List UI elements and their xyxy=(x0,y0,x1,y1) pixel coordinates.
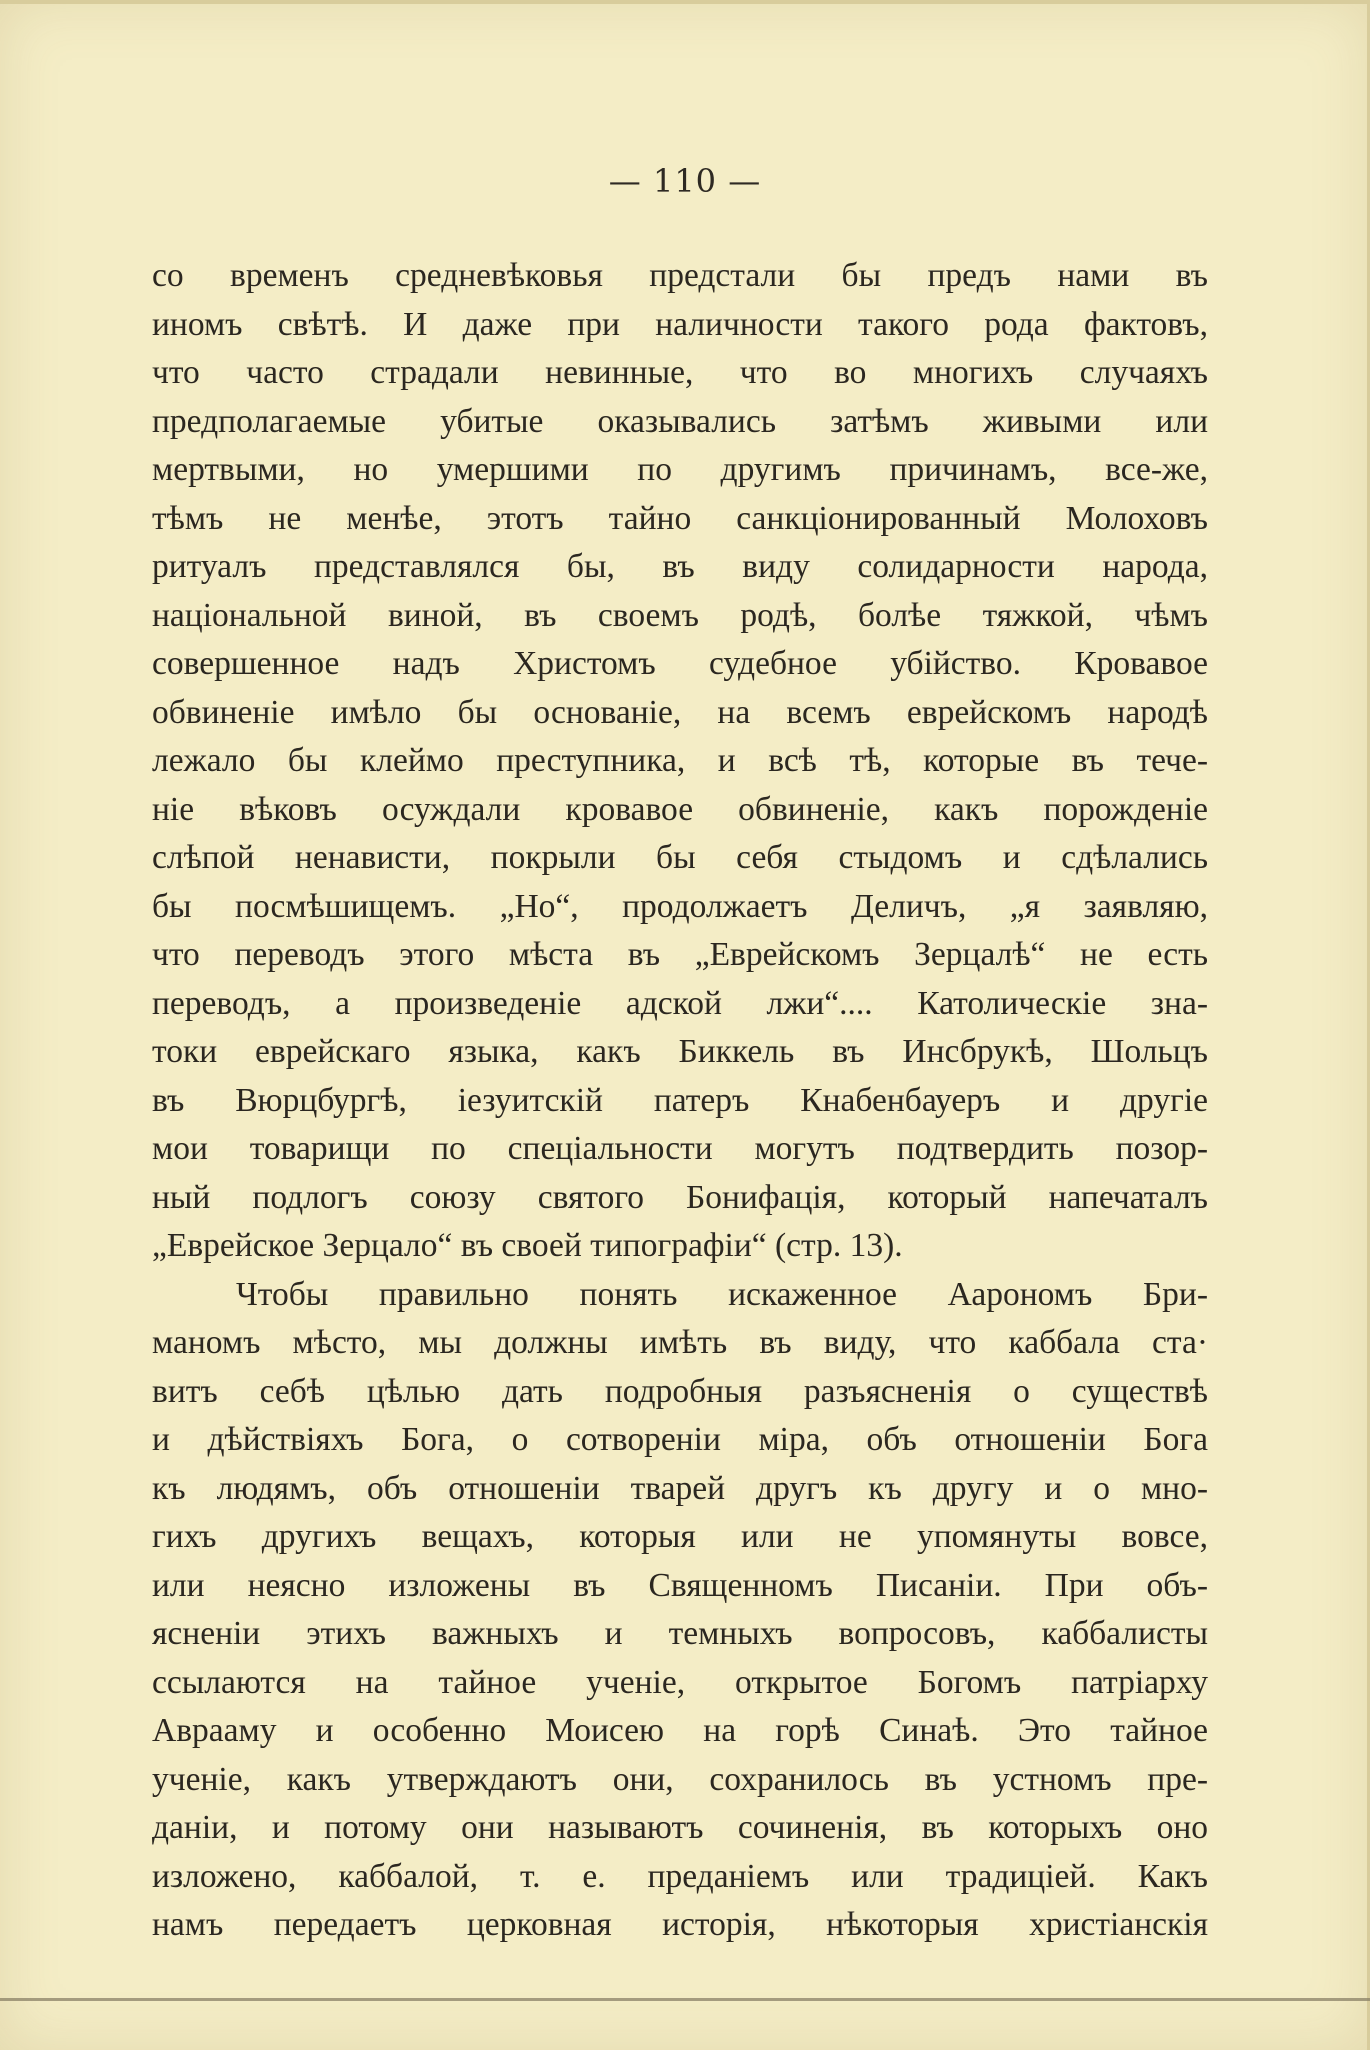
text-line: что часто страдали невинные, что во многихъ случаяхъ xyxy=(152,354,1208,391)
text-line: ритуалъ представлялся бы, въ виду солидарности народа, xyxy=(152,548,1208,585)
text-line: токи еврейскаго языка, какъ Биккель въ Инсбрукѣ, Шольцъ xyxy=(152,1033,1208,1070)
text-line: ученіе, какъ утверждаютъ они, сохранилось въ устномъ пре- xyxy=(152,1760,1208,1798)
text-line: „Еврейское Зерцало“ въ своей типографіи“ (стр. 13). xyxy=(152,1227,903,1264)
text-line: національной виной, въ своемъ родѣ, болѣе тяжкой, чѣмъ xyxy=(152,596,1208,634)
text-line: и дѣйствіяхъ Бога, о сотвореніи міра, объ отношеніи Бога xyxy=(152,1421,1208,1458)
text-line: Аврааму и особенно Моисею на горѣ Синаѣ. Это тайное xyxy=(152,1712,1208,1749)
text-line: со временъ средневѣковья предстали бы предъ нами въ xyxy=(152,257,1208,294)
text-line: изложено, каббалой, т. е. преданіемъ или традиціей. Какъ xyxy=(152,1857,1208,1895)
text-line: совершенное надъ Христомъ судебное убійство. Кровавое xyxy=(152,645,1208,682)
text-line: ніе вѣковъ осуждали кровавое обвиненіе, какъ порожденіе xyxy=(152,790,1208,828)
text-line: намъ передаетъ церковная исторія, нѣкоторыя христіанскія xyxy=(152,1906,1208,1943)
text-line: маномъ мѣсто, мы должны имѣть въ виду, что каббала ста· xyxy=(152,1324,1208,1361)
text-line: Чтобы правильно понять искаженное Аарономъ Бри- xyxy=(236,1275,1208,1313)
body-text xyxy=(152,252,1208,1950)
text-line: гихъ другихъ вещахъ, которыя или не упомянуты вовсе, xyxy=(152,1518,1208,1555)
text-line: мои товарищи по спеціальности могутъ подтвердить позор- xyxy=(152,1130,1208,1167)
text-line: предполагаемые убитые оказывались затѣмъ живыми или xyxy=(152,402,1208,440)
text-line: что переводъ этого мѣста въ „Еврейскомъ Зерцалѣ“ не есть xyxy=(152,936,1208,973)
page-top-edge xyxy=(0,0,1370,4)
text-line: тѣмъ не менѣе, этотъ тайно санкціонированный Молоховъ xyxy=(152,499,1208,537)
text-line: ный подлогъ союзу святого Бонифація, который напечаталъ xyxy=(152,1178,1208,1216)
text-line: ссылаются на тайное ученіе, открытое Богомъ патріарху xyxy=(152,1663,1208,1701)
text-line: слѣпой ненависти, покрыли бы себя стыдомъ и сдѣлались xyxy=(152,839,1208,876)
text-line: къ людямъ, объ отношеніи тварей другъ къ другу и о мно- xyxy=(152,1469,1208,1507)
text-line: иномъ свѣтѣ. И даже при наличности такого рода фактовъ, xyxy=(152,305,1208,343)
text-line: витъ себѣ цѣлью дать подробныя разъясненія о существѣ xyxy=(152,1372,1208,1410)
text-line: ясненіи этихъ важныхъ и темныхъ вопросовъ, каббалисты xyxy=(152,1615,1208,1652)
text-line: обвиненіе имѣло бы основаніе, на всемъ еврейскомъ народѣ xyxy=(152,693,1208,731)
text-line: даніи, и потому они называютъ сочиненія, въ которыхъ оно xyxy=(152,1809,1208,1846)
text-line: переводъ, а произведеніе адской лжи“.... Католическіе зна- xyxy=(152,984,1208,1022)
text-line: или неясно изложены въ Священномъ Писаніи. При объ- xyxy=(152,1566,1208,1604)
page-number: — 110 — xyxy=(608,162,762,200)
text-line: мертвыми, но умершими по другимъ причинамъ, все-же, xyxy=(152,451,1208,488)
text-line: бы посмѣшищемъ. „Но“, продолжаетъ Деличъ, „я заявляю, xyxy=(152,887,1208,925)
page-bottom-rule xyxy=(0,1998,1370,2001)
text-line: лежало бы клеймо преступника, и всѣ тѣ, которые въ тече- xyxy=(152,742,1208,779)
text-line: въ Вюрцбургѣ, іезуитскій патеръ Кнабенбауеръ и другіе xyxy=(152,1081,1208,1119)
